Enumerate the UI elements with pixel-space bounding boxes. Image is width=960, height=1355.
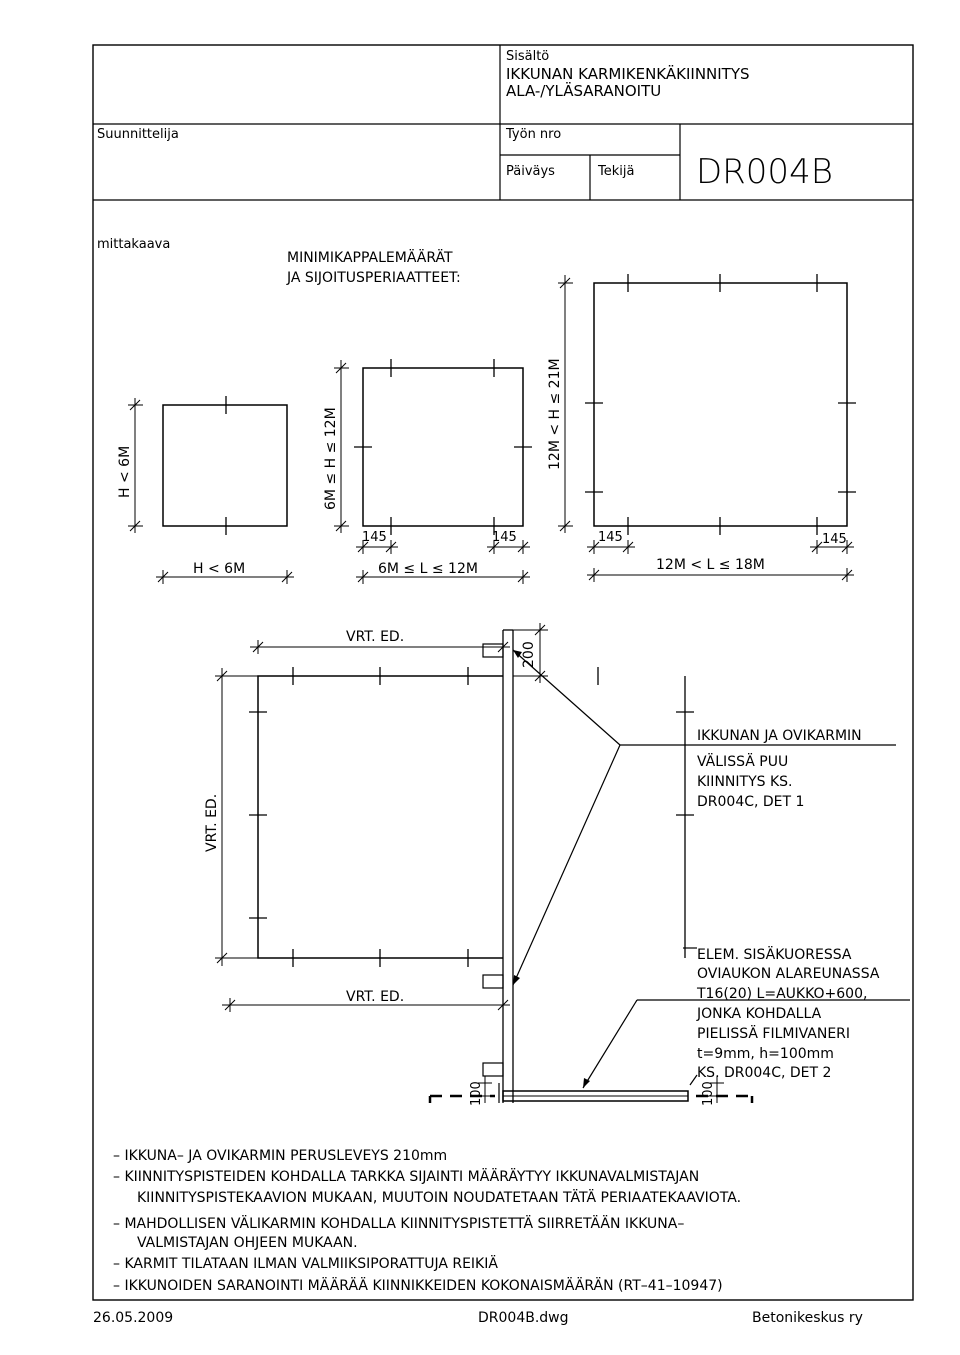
note-line: – KIINNITYSPISTEIDEN KOHDALLA TARKKA SIJAINTI MÄÄRÄYTYY IKKUNAVALMISTAJAN: [113, 1169, 700, 1185]
author-label: Tekijä: [598, 164, 635, 179]
heading-line-1: MINIMIKAPPALEMÄÄRÄT: [287, 250, 453, 266]
designer-label: Suunnittelija: [97, 127, 179, 142]
note-line: VALMISTAJAN OHJEEN MUKAAN.: [137, 1235, 358, 1251]
footer-date: 26.05.2009: [93, 1310, 174, 1326]
detail-diagram: [204, 623, 910, 1106]
note1-line-4: DR004C, DET 1: [697, 794, 805, 810]
detail-dim-bottom-left: 100: [469, 1081, 484, 1106]
medium-edge-left: 145: [362, 530, 387, 545]
note2-line-3: T16(20) L=AUKKO+600,: [697, 986, 868, 1002]
large-width-rule: 12M < L ≤ 18M: [656, 557, 765, 573]
detail-vrt-side: VRT. ED.: [204, 793, 220, 852]
detail-vrt-bottom: VRT. ED.: [346, 989, 405, 1005]
small-window-diagram: [117, 396, 294, 584]
large-edge-right: 145: [822, 532, 847, 547]
large-edge-left: 145: [598, 530, 623, 545]
note2-line-4: JONKA KOHDALLA: [697, 1006, 822, 1022]
note1-line-3: KIINNITYS KS.: [697, 774, 793, 790]
medium-window-frame: [363, 368, 523, 526]
small-width-rule: H < 6M: [193, 561, 246, 577]
note2-line-6: t=9mm, h=100mm: [697, 1046, 834, 1062]
detail-vrt-top: VRT. ED.: [346, 629, 405, 645]
note-line: – KARMIT TILATAAN ILMAN VALMIIKSIPORATTUJA REIKIÄ: [113, 1256, 498, 1272]
note1-line-2: VÄLISSÄ PUU: [697, 754, 789, 770]
detail-dim-top: 200: [521, 641, 537, 668]
medium-height-rule: 6M ≤ H ≤ 12M: [323, 407, 339, 510]
medium-edge-right: 145: [492, 530, 517, 545]
large-height-rule: 12M < H ≤ 21M: [547, 358, 563, 470]
medium-window-diagram: [323, 359, 532, 584]
detail-window-frame: [258, 676, 503, 958]
footer-filename: DR004B.dwg: [478, 1310, 569, 1326]
small-window-frame: [163, 405, 287, 526]
note2-line-7: KS. DR004C, DET 2: [697, 1065, 832, 1081]
note-line: – MAHDOLLISEN VÄLIKARMIN KOHDALLA KIINNITYSPISTETTÄ SIIRRETÄÄN IKKUNA–: [113, 1216, 685, 1232]
small-height-rule: H < 6M: [117, 445, 133, 498]
date-label: Päiväys: [506, 164, 555, 179]
large-window-diagram: [547, 274, 856, 582]
drawing-id: DR004B: [696, 152, 833, 192]
medium-width-rule: 6M ≤ L ≤ 12M: [378, 561, 478, 577]
note1-line-1: IKKUNAN JA OVIKARMIN: [697, 728, 862, 744]
note2-line-2: OVIAUKON ALAREUNASSA: [697, 966, 880, 982]
note-line: – IKKUNA– JA OVIKARMIN PERUSLEVEYS 210mm: [113, 1148, 448, 1164]
scale-label: mittakaava: [97, 237, 171, 252]
contents-label: Sisältö: [506, 49, 550, 64]
title-block: [93, 45, 913, 200]
note-line: – IKKUNOIDEN SARANOINTI MÄÄRÄÄ KIINNIKKEIDEN KOKONAISMÄÄRÄN (RT–41–10947): [113, 1278, 723, 1294]
note2-line-5: PIELISSÄ FILMIVANERI: [697, 1026, 851, 1042]
detail-dim-bottom-right: 100: [701, 1081, 716, 1106]
heading-line-2: JA SIJOITUSPERIAATTEET:: [287, 270, 461, 286]
note2-line-1: ELEM. SISÄKUORESSA: [697, 947, 852, 963]
general-notes: [113, 1148, 741, 1294]
job-number-label: Työn nro: [506, 127, 562, 142]
title-line-1: IKKUNAN KARMIKENKÄKIINNITYS: [506, 65, 750, 83]
footer-company: Betonikeskus ry: [752, 1310, 863, 1326]
note-line: KIINNITYSPISTEKAAVION MUKAAN, MUUTOIN NOUDATETAAN TÄTÄ PERIAATEKAAVIOTA.: [137, 1190, 742, 1206]
title-line-2: ALA-/YLÄSARANOITU: [506, 82, 662, 100]
large-window-frame: [594, 283, 847, 526]
